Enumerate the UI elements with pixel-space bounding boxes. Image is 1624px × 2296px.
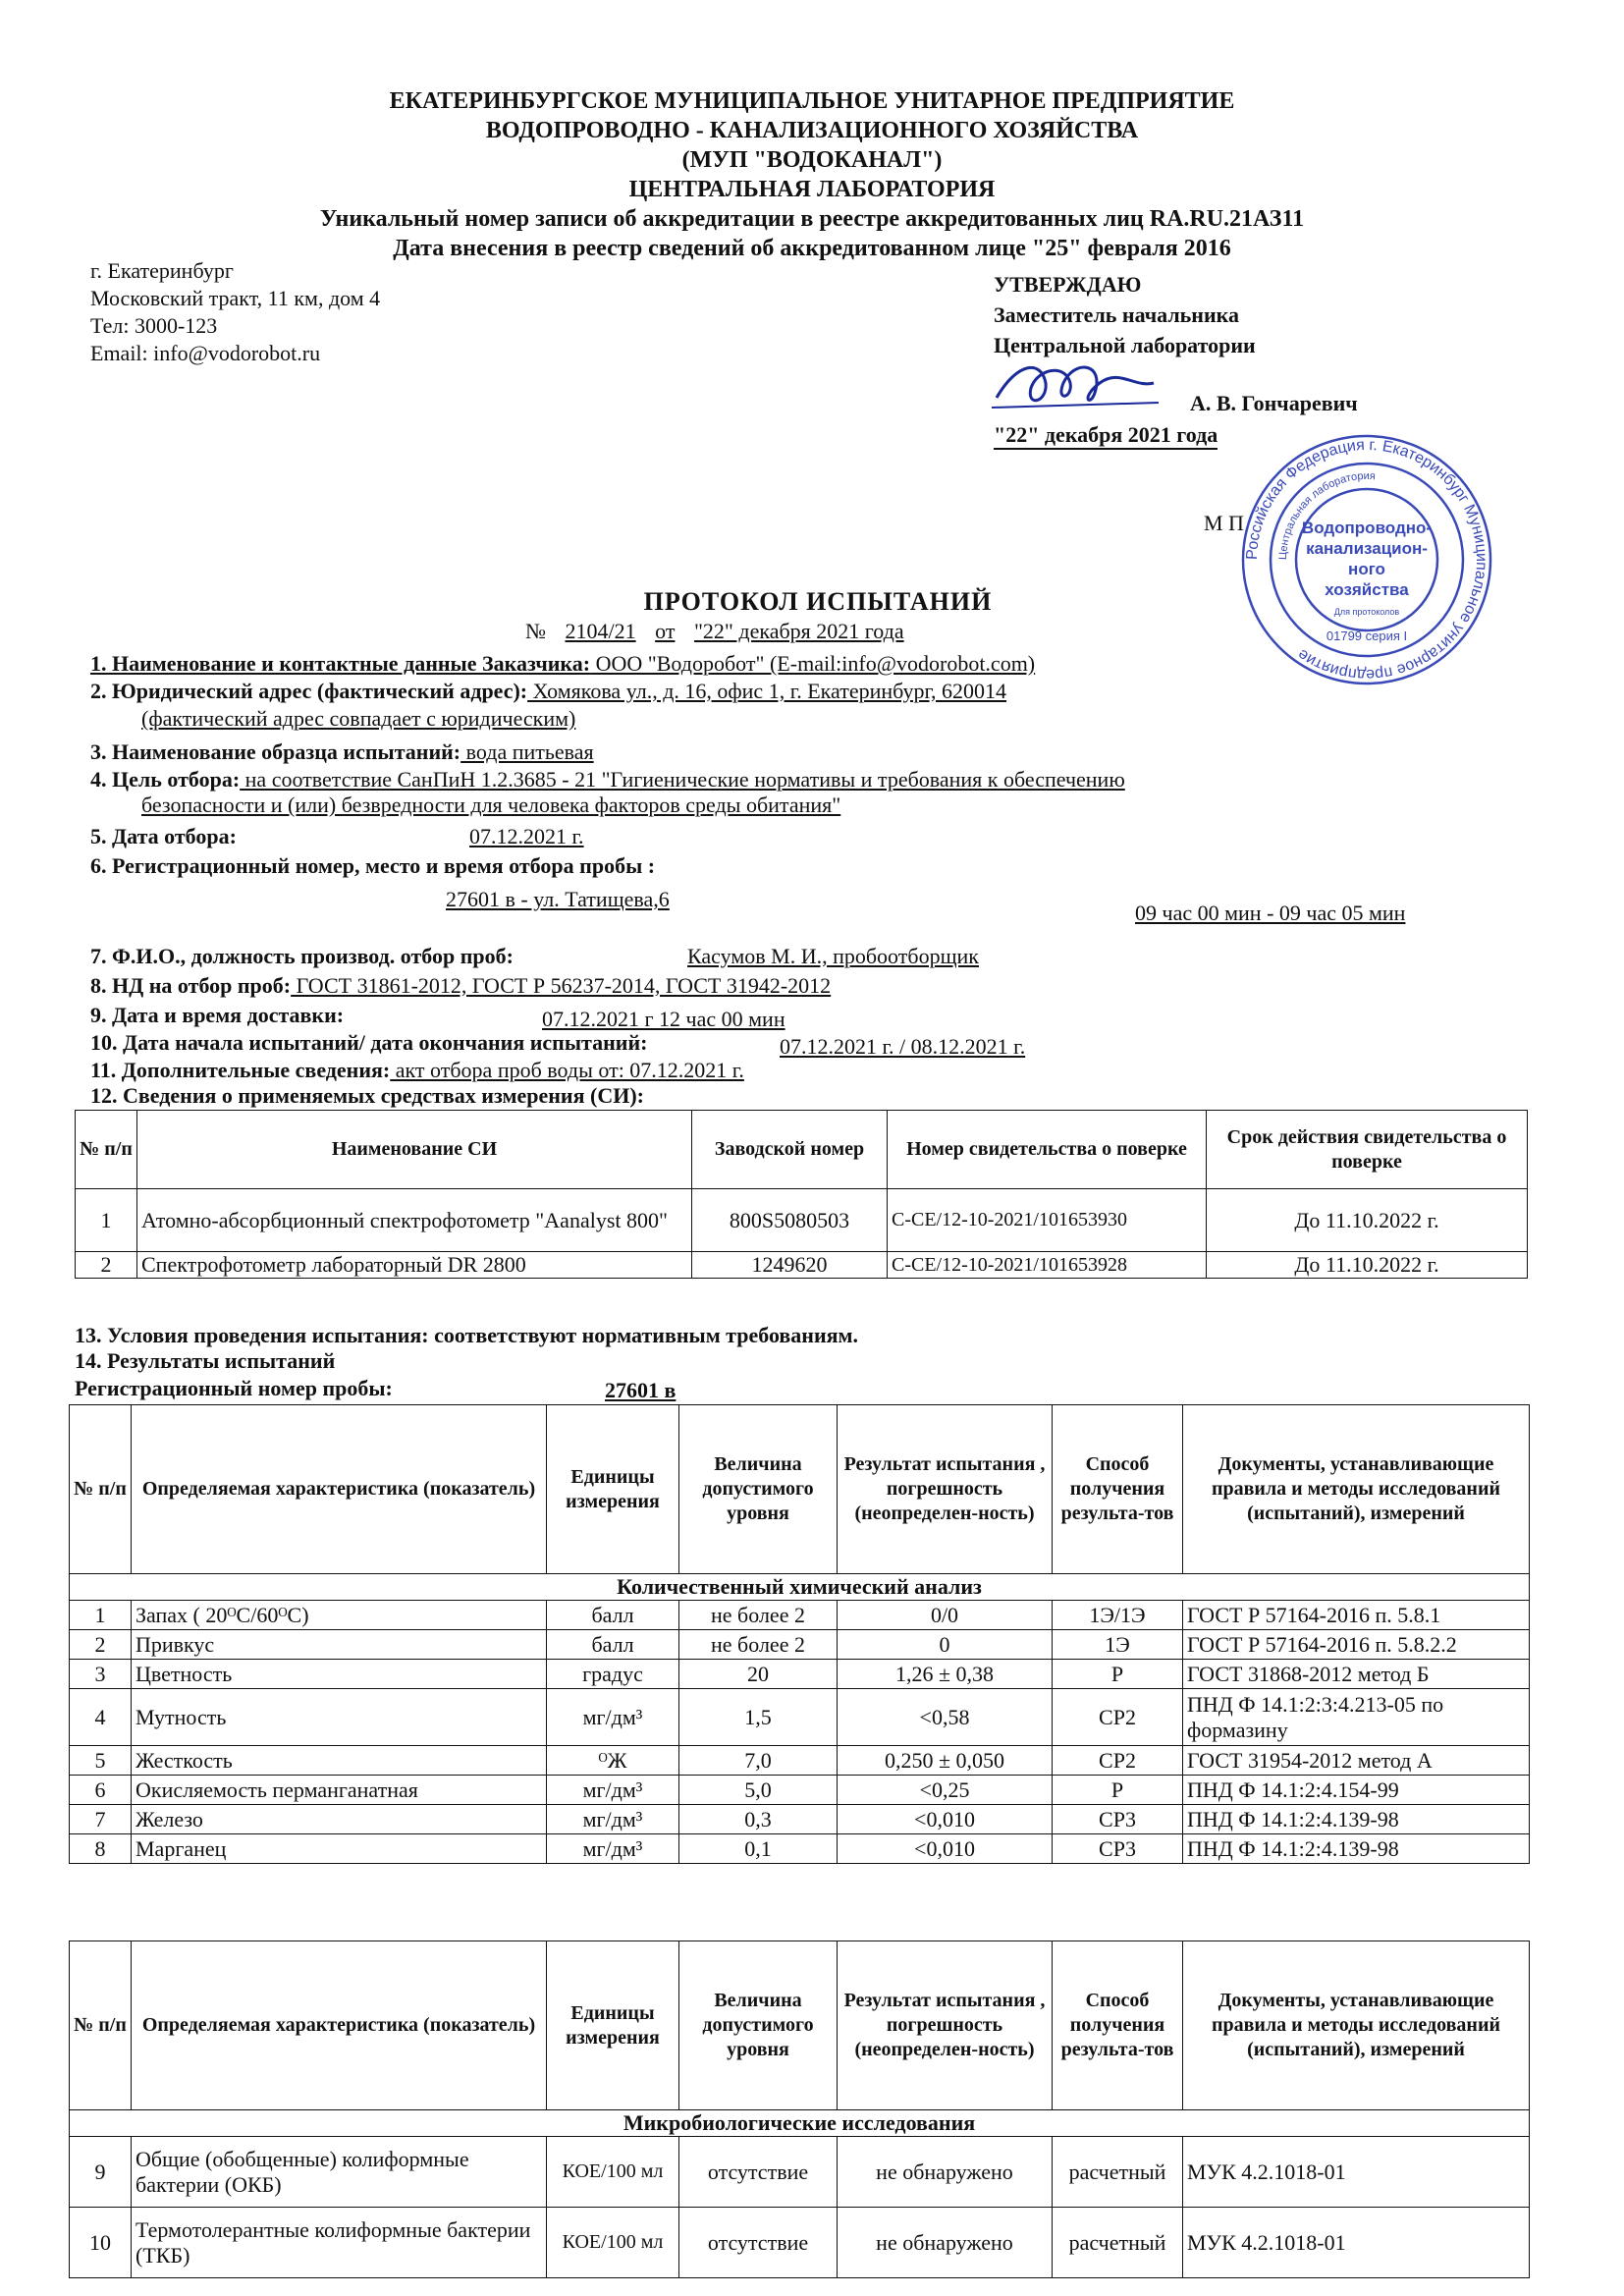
micro-cell: МУК 4.2.1018-01 [1183, 2137, 1530, 2208]
chem-cell: 4 [70, 1689, 132, 1746]
stamp-place-label: М П [1204, 511, 1244, 535]
item-2-label: 2. Юридический адрес (фактический адрес): [90, 679, 528, 703]
chem-cell: мг/дм³ [547, 1689, 679, 1746]
stamp-center-4: хозяйства [1325, 580, 1409, 599]
lab-name: ЦЕНТРАЛЬНАЯ ЛАБОРАТОРИЯ [628, 177, 996, 202]
item-1-label: 1. Наименование и контактные данные Заказчика: [90, 651, 591, 676]
chem-cell: 5,0 [679, 1776, 838, 1805]
accreditation-number: Уникальный номер записи об аккредитации в реестре аккредитованных лиц RA.RU.21АЗ11 [319, 206, 1305, 232]
chem-cell: Окисляемость перманганатная [132, 1776, 547, 1805]
table-row [70, 1689, 1530, 1746]
stamp-center-1: Водопроводно- [1301, 519, 1433, 537]
chem-cell: ГОСТ Р 57164-2016 п. 5.8.1 [1183, 1601, 1530, 1630]
item-2-note: (фактический адрес совпадает с юридическим) [141, 706, 576, 731]
chem-cell: 7,0 [679, 1746, 838, 1776]
chem-cell: 1,5 [679, 1689, 838, 1746]
micro-cell: МУК 4.2.1018-01 [1183, 2208, 1530, 2278]
micro-header-method: Способ получения результа-тов [1053, 1941, 1183, 2110]
micro-header-num: № п/п [70, 1941, 132, 2110]
chem-cell: ГОСТ Р 57164-2016 п. 5.8.2.2 [1183, 1630, 1530, 1660]
item-3-value: вода питьевая [460, 739, 594, 764]
si-header-name: Наименование СИ [137, 1111, 692, 1189]
item-5-value: 07.12.2021 г. [469, 824, 584, 848]
chem-cell: 0 [838, 1630, 1053, 1660]
address-street: Московский тракт, 11 км, дом 4 [90, 286, 381, 310]
micro-results-table [69, 1941, 1530, 2278]
chem-results-table [69, 1404, 1530, 1864]
chem-cell: 1Э/1Э [1053, 1601, 1183, 1630]
chem-cell: 2 [70, 1630, 132, 1660]
micro-header-result: Результат испытания , погрешность (неопределен-ность) [838, 1941, 1053, 2110]
item-10-label: 10. Дата начала испытаний/ дата окончания испытаний: [90, 1030, 648, 1055]
item-2-value: Хомякова ул., д. 16, офис 1, г. Екатеринбург, 620014 [527, 679, 1007, 703]
chem-cell: Привкус [132, 1630, 547, 1660]
address-phone: Тел: 3000-123 [90, 313, 218, 338]
chem-cell: 0,250 ± 0,050 [838, 1746, 1053, 1776]
item-4 [90, 766, 1125, 793]
item-3-label: 3. Наименование образца испытаний: [90, 739, 461, 764]
micro-header-param: Определяемая характеристика (показатель) [132, 1941, 547, 2110]
si-header-serial: Заводской номер [692, 1111, 888, 1189]
item-4-label: 4. Цель отбора: [90, 767, 241, 792]
chem-cell: 1 [70, 1601, 132, 1630]
chem-cell: 7 [70, 1805, 132, 1834]
chem-cell: не более 2 [679, 1601, 838, 1630]
si-header-num: № п/п [76, 1111, 137, 1189]
item-7-label: 7. Ф.И.О., должность производ. отбор проб: [90, 944, 514, 968]
org-name-line3: (МУП "ВОДОКАНАЛ") [681, 147, 943, 173]
protocol-from-label: от [655, 619, 676, 643]
micro-cell: не обнаружено [838, 2137, 1053, 2208]
org-name-line2: ВОДОПРОВОДНО - КАНАЛИЗАЦИОННОГО ХОЗЯЙСТВА [485, 118, 1139, 143]
chem-cell: 1Э [1053, 1630, 1183, 1660]
stamp-inner-text: Центральная лаборатория [1276, 469, 1377, 561]
item-5-label: 5. Дата отбора: [90, 824, 237, 848]
micro-section-title: Микробиологические исследования [70, 2110, 1530, 2137]
item-4-value: на соответствие СанПиН 1.2.3685 - 21 "Гигиенические нормативы и требования к обеспечению [240, 767, 1125, 792]
si-row2-serial: 1249620 [692, 1252, 888, 1279]
chem-header-method: Способ получения результа-тов [1053, 1405, 1183, 1574]
item-11 [90, 1057, 744, 1084]
item-10-value: 07.12.2021 г. / 08.12.2021 г. [780, 1034, 1026, 1059]
item-4-value-2: безопасности и (или) безвредности для человека факторов среды обитания" [141, 793, 841, 817]
si-header-cert: Номер свидетельства о поверке [888, 1111, 1207, 1189]
approval-block [994, 269, 1256, 360]
chem-cell: СР2 [1053, 1689, 1183, 1746]
stamp-center-3: ного [1348, 560, 1385, 578]
item-8-value: ГОСТ 31861-2012, ГОСТ Р 56237-2014, ГОСТ 31942-2012 [291, 973, 832, 998]
address-block [90, 257, 380, 367]
chem-cell: СР2 [1053, 1746, 1183, 1776]
chem-cell: <0,25 [838, 1776, 1053, 1805]
si-row2-cert: С-СЕ/12-10-2021/101653928 [888, 1252, 1207, 1279]
item-6-label: 6. Регистрационный номер, место и время отбора пробы : [90, 853, 656, 878]
table-row [70, 1660, 1530, 1689]
item-14: 14. Результаты испытаний [75, 1348, 336, 1373]
protocol-title: ПРОТОКОЛ ИСПЫТАНИЙ [643, 587, 993, 616]
item-11-label: 11. Дополнительные сведения: [90, 1058, 391, 1082]
micro-cell: Термотолерантные колиформные бактерии (ТКБ) [132, 2208, 547, 2278]
chem-cell: <0,58 [838, 1689, 1053, 1746]
micro-header-docs: Документы, устанавливающие правила и методы исследований (испытаний), измерений [1183, 1941, 1530, 2110]
approve-label: УТВЕРЖДАЮ [994, 272, 1142, 297]
micro-cell: расчетный [1053, 2208, 1183, 2278]
item-2 [90, 678, 1006, 705]
item-5 [90, 823, 237, 850]
item-6-value: 27601 в - ул. Татищева,6 [446, 887, 670, 911]
table-row [76, 1252, 1528, 1279]
si-row1-validity: До 11.10.2022 г. [1207, 1189, 1528, 1252]
chem-header-num: № п/п [70, 1405, 132, 1574]
micro-cell: отсутствие [679, 2208, 838, 2278]
approver-position-2: Центральной лаборатории [994, 333, 1256, 357]
chem-header-units: Единицы измерения [547, 1405, 679, 1574]
si-row1-serial: 800S5080503 [692, 1189, 888, 1252]
micro-cell: КОЕ/100 мл [547, 2208, 679, 2278]
protocol-date: "22" декабря 2021 года [693, 619, 904, 643]
chem-header-param: Определяемая характеристика (показатель) [132, 1405, 547, 1574]
si-row1-cert: С-СЕ/12-10-2021/101653930 [888, 1189, 1207, 1252]
table-row [70, 2208, 1530, 2278]
protocol-number: 2104/21 [565, 619, 636, 643]
protocol-no-label: № [525, 619, 546, 643]
micro-cell: не обнаружено [838, 2208, 1053, 2278]
si-row2-validity: До 11.10.2022 г. [1207, 1252, 1528, 1279]
item-1-value: ООО "Водоробот" (E-mail:info@vodorobot.com) [590, 651, 1036, 676]
chem-cell: Железо [132, 1805, 547, 1834]
chem-cell: мг/дм³ [547, 1834, 679, 1864]
si-row2-name: Спектрофотометр лабораторный DR 2800 [137, 1252, 692, 1279]
table-row [76, 1189, 1528, 1252]
chem-cell: 1,26 ± 0,38 [838, 1660, 1053, 1689]
approval-date: "22" декабря 2021 года [994, 422, 1218, 450]
item-11-value: акт отбора проб воды от: 07.12.2021 г. [390, 1058, 744, 1082]
chem-cell: ПНД Ф 14.1:2:4.139-98 [1183, 1805, 1530, 1834]
address-city: г. Екатеринбург [90, 258, 234, 283]
organization-stamp [1239, 432, 1494, 687]
chem-cell: мг/дм³ [547, 1776, 679, 1805]
accreditation-date: Дата внесения в реестр сведений об аккредитованном лице "25" февраля 2016 [393, 236, 1231, 261]
chem-cell: ᴼЖ [547, 1746, 679, 1776]
table-row [70, 1805, 1530, 1834]
chem-cell: не более 2 [679, 1630, 838, 1660]
chem-cell: градус [547, 1660, 679, 1689]
micro-header-units: Единицы измерения [547, 1941, 679, 2110]
item-8-label: 8. НД на отбор проб: [90, 973, 292, 998]
chem-cell: Жесткость [132, 1746, 547, 1776]
chem-cell: 0/0 [838, 1601, 1053, 1630]
item-13: 13. Условия проведения испытания: соответствуют нормативным требованиям. [75, 1323, 859, 1347]
micro-cell: отсутствие [679, 2137, 838, 2208]
stamp-outer-text: Российская Федерация г. Екатеринбург Муниципальное унитарное предприятие [1243, 436, 1490, 683]
address-email: Email: info@vodorobot.ru [90, 341, 321, 365]
table-row [70, 1776, 1530, 1805]
chem-cell: СР3 [1053, 1805, 1183, 1834]
chem-header-docs: Документы, устанавливающие правила и методы исследований (испытаний), измерений [1183, 1405, 1530, 1574]
chem-cell: ПНД Ф 14.1:2:4.154-99 [1183, 1776, 1530, 1805]
chem-cell: Марганец [132, 1834, 547, 1864]
si-row1-num: 1 [76, 1189, 137, 1252]
micro-cell: 9 [70, 2137, 132, 2208]
item-8 [90, 972, 831, 1000]
si-row2-num: 2 [76, 1252, 137, 1279]
item-3 [90, 738, 594, 766]
table-row [70, 2137, 1530, 2208]
chem-cell: ГОСТ 31954-2012 метод А [1183, 1746, 1530, 1776]
item-9-label: 9. Дата и время доставки: [90, 1003, 345, 1027]
chem-cell: 0,1 [679, 1834, 838, 1864]
item-9-value: 07.12.2021 г 12 час 00 мин [542, 1007, 785, 1031]
item-12-label: 12. Сведения о применяемых средствах измерения (СИ): [90, 1083, 644, 1108]
reg-number-label: Регистрационный номер пробы: [75, 1376, 393, 1400]
chem-cell: ПНД Ф 14.1:2:4.139-98 [1183, 1834, 1530, 1864]
item-6-time: 09 час 00 мин - 09 час 05 мин [1135, 901, 1406, 925]
chem-cell: Мутность [132, 1689, 547, 1746]
chem-header-result: Результат испытания , погрешность (неопределен-ность) [838, 1405, 1053, 1574]
protocol-number-line [525, 619, 918, 644]
si-header-validity: Срок действия свидетельства о поверке [1207, 1111, 1528, 1189]
chem-section-title: Количественный химический анализ [70, 1574, 1530, 1601]
si-table [75, 1110, 1528, 1279]
stamp-serial: 01799 серия I [1326, 629, 1408, 643]
micro-cell: 10 [70, 2208, 132, 2278]
handwritten-signature [987, 354, 1164, 422]
chem-cell: балл [547, 1601, 679, 1630]
reg-number-value: 27601 в [605, 1378, 677, 1402]
chem-cell: <0,010 [838, 1805, 1053, 1834]
chem-cell: Запах ( 20ᴼС/60ᴼС) [132, 1601, 547, 1630]
chem-cell: ГОСТ 31868-2012 метод Б [1183, 1660, 1530, 1689]
chem-cell: 8 [70, 1834, 132, 1864]
si-row1-name: Атомно-абсорбционный спектрофотометр "Aanalyst 800" [137, 1189, 692, 1252]
chem-cell: мг/дм³ [547, 1805, 679, 1834]
stamp-bottom-text: Для протоколов [1333, 607, 1400, 617]
chem-cell: 5 [70, 1746, 132, 1776]
chem-cell: Цветность [132, 1660, 547, 1689]
stamp-center-2: канализацион- [1306, 539, 1428, 558]
micro-cell: Общие (обобщенные) колиформные бактерии (ОКБ) [132, 2137, 547, 2208]
table-row [70, 1834, 1530, 1864]
item-1 [90, 650, 1035, 678]
org-name-line1: ЕКАТЕРИНБУРГСКОЕ МУНИЦИПАЛЬНОЕ УНИТАРНОЕ ПРЕДПРИЯТИЕ [389, 88, 1235, 114]
item-7-value: Касумов М. И., пробоотборщик [687, 944, 979, 968]
micro-cell: расчетный [1053, 2137, 1183, 2208]
table-row [70, 1746, 1530, 1776]
chem-cell: балл [547, 1630, 679, 1660]
chem-cell: ПНД Ф 14.1:2:3:4.213-05 по формазину [1183, 1689, 1530, 1746]
approver-position-1: Заместитель начальника [994, 302, 1239, 327]
chem-cell: 0,3 [679, 1805, 838, 1834]
chem-cell: 6 [70, 1776, 132, 1805]
table-row [70, 1601, 1530, 1630]
chem-cell: Р [1053, 1660, 1183, 1689]
table-row [70, 1630, 1530, 1660]
chem-cell: Р [1053, 1776, 1183, 1805]
chem-cell: 20 [679, 1660, 838, 1689]
chem-cell: СР3 [1053, 1834, 1183, 1864]
micro-cell: КОЕ/100 мл [547, 2137, 679, 2208]
approver-name: А. В. Гончаревич [1190, 391, 1358, 415]
chem-header-limit: Величина допустимого уровня [679, 1405, 838, 1574]
chem-cell: 3 [70, 1660, 132, 1689]
chem-cell: <0,010 [838, 1834, 1053, 1864]
micro-header-limit: Величина допустимого уровня [679, 1941, 838, 2110]
